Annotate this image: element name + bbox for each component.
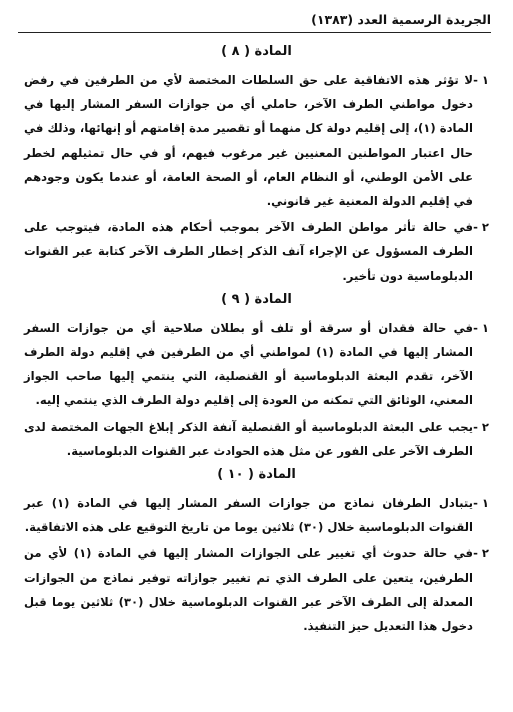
article-title: المادة ( ١٠ ) bbox=[217, 467, 296, 483]
clause bbox=[24, 541, 489, 638]
clause bbox=[24, 68, 489, 213]
document-body bbox=[24, 40, 489, 640]
clause-text: في حالة حدوث أي تغيير على الجوازات المشار إليها في المادة (١) لأي من الطرفين، يتعين على الطرف الذي تم تغيير جوازاته توفير نماذج من الجوازات المعدلة إلى الطرف الآخر عبر القنوات الدبلوماسية خلال (٣٠) ثلاثين يوما قبل دخول هذا التعديل حيز التنفيذ. bbox=[24, 546, 473, 634]
article-title: المادة ( ٩ ) bbox=[221, 291, 292, 307]
clause bbox=[24, 415, 489, 463]
clause-text: في حالة تأثر مواطن الطرف الآخر بموجب أحكام هذه المادة، فيتوجب على الطرف المسؤول عن الإجراء آنف الذكر إخطار الطرف الآخر كتابة عبر القنوات الدبلوماسية دون تأخير. bbox=[24, 220, 473, 283]
clause-text: في حالة فقدان أو سرقة أو تلف أو بطلان صلاحية أي من جوازات السفر المشار إليها في المادة (١) لمواطني أي من الطرفين في إقليم دولة الطرف الآخر، تقدم البعثة الدبلوماسية أو القنصلية، التي ينتمي إليها صاحب الجواز المعني، الوثائق التي تمكنه من العودة إلى إقليم دولة الطرف الذي ينتمي إليه. bbox=[24, 320, 473, 408]
clause-number: ٢ - bbox=[473, 220, 489, 235]
clause bbox=[24, 215, 489, 288]
clause-number: ٢ - bbox=[473, 419, 489, 434]
article-10 bbox=[24, 465, 489, 638]
article-title: المادة ( ٨ ) bbox=[221, 44, 292, 59]
clause-text: لا تؤثر هذه الاتفاقية على حق السلطات المختصة لأي من الطرفين في رفض دخول مواطني الطرف الآخر، حاملي أي من جوازات السفر المشار إليها في المادة (١)، إلى إقليم دولة كل منهما أو تقصير مدة إقامتهم أو إنهائها، وذلك في حال اعتبار المواطنين المعنيين غير مرغوب فيهم، أو في حال تمثيلهم لخطر على الأمن الوطني، أو النظام العام، أو الصحة العامة، أو عندما يكون وجودهم في إقليم الدولة المعنية غير قانوني. bbox=[24, 73, 473, 209]
article-8 bbox=[24, 42, 489, 288]
clause bbox=[24, 491, 489, 539]
clause-text: يتبادل الطرفان نماذج من جوازات السفر المشار إليها في المادة (١) عبر القنوات الدبلوماسية خلال (٣٠) ثلاثين يوما من تاريخ التوقيع على هذه الاتفاقية. bbox=[24, 496, 473, 535]
clause-number: ١ - bbox=[473, 496, 489, 511]
clause-text: يجب على البعثة الدبلوماسية أو القنصلية آنفة الذكر إبلاغ الجهات المختصة لدى الطرف الآخر على الفور عن مثل هذه الحوادث عبر القنوات الدبلوماسية. bbox=[24, 419, 473, 458]
clause bbox=[24, 316, 489, 413]
clause-number: ١ - bbox=[473, 320, 489, 335]
clause-number: ١ - bbox=[473, 73, 489, 87]
clause-number: ٢ - bbox=[473, 546, 489, 561]
article-9 bbox=[24, 290, 489, 463]
running-header: الجريدة الرسمية العدد (١٣٨٣) bbox=[18, 10, 491, 33]
